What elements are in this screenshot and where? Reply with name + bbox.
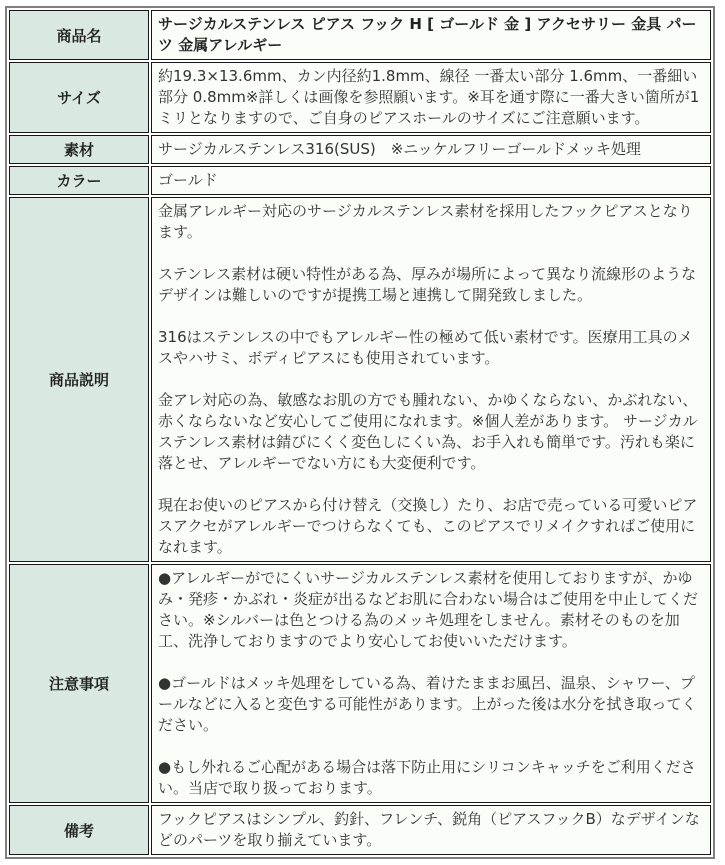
description-paragraph: 316はステンレスの中でもアレルギー性の極めて低い素材です。医療用工具のメスやハサミ、ボディピアスにも使用されています。 bbox=[158, 328, 693, 367]
product-name-text: サージカルステンレス ピアス フック H [ ゴールド 金 ] アクセサリー 金具 パーツ 金属アレルギー bbox=[158, 15, 697, 54]
row-label-color: カラー bbox=[9, 166, 149, 195]
precaution-paragraph: ●アレルギーがでにくいサージカルステンレス素材を使用しておりますが、かゆみ・発疹・かぶれ・炎症が出るなどお肌に合わない場合はご使用を中止してください。※シルバーは色とつける為のメッキ処理をしません。素材そのものを加工、洗浄しておりますのでより安心してお使いいただけます。 bbox=[158, 569, 699, 650]
product-spec-table bbox=[5, 6, 715, 859]
table-row-remarks bbox=[9, 805, 711, 855]
row-label-material: 素材 bbox=[9, 135, 149, 164]
table-row-material bbox=[9, 135, 711, 164]
table-row-product-name bbox=[9, 10, 711, 60]
row-label-precautions: 注意事項 bbox=[9, 564, 149, 803]
precaution-paragraph: ●もし外れるご心配がある場合は落下防止用にシリコンキャッチをご利用ください。当店で取り扱っております。 bbox=[158, 758, 696, 797]
description-paragraph: ステンレス素材は硬い特性がある為、厚みが場所によって異なり流線形のようなデザインは難しいのですが提携工場と連携して開発致しました。 bbox=[158, 265, 697, 304]
row-label-product-name: 商品名 bbox=[9, 10, 149, 60]
row-label-remarks: 備考 bbox=[9, 805, 149, 855]
table-row-description bbox=[9, 197, 711, 562]
row-value-product-name bbox=[151, 10, 711, 60]
table-row-precautions bbox=[9, 564, 711, 803]
remarks-text: フックピアスはシンプル、釣針、フレンチ、鋭角（ピアスフックB）なデザインなどのパーツを取り揃えています。 bbox=[158, 810, 700, 849]
row-value-color bbox=[151, 166, 711, 195]
row-value-size bbox=[151, 62, 711, 133]
row-value-remarks bbox=[151, 805, 711, 855]
description-paragraph: 現在お使いのピアスから付け替え（交換し）たり、お店で売っている可愛いピアスアクセがアレルギーでつけらなくても、このピアスでリメイクすればご使用になれます。 bbox=[158, 496, 698, 556]
precaution-paragraph: ●ゴールドはメッキ処理をしている為、着けたままお風呂、温泉、シャワー、プールなどに入ると変色する可能性があります。上がった後は水分を拭き取ってください。 bbox=[158, 674, 697, 734]
description-paragraph: 金属アレルギー対応のサージカルステンレス素材を採用したフックピアスとなります。 bbox=[158, 202, 693, 241]
row-value-precautions bbox=[151, 564, 711, 803]
row-label-description: 商品説明 bbox=[9, 197, 149, 562]
material-text: サージカルステンレス316(SUS) ※ニッケルフリーゴールドメッキ処理 bbox=[158, 140, 641, 158]
row-value-description bbox=[151, 197, 711, 562]
color-text: ゴールド bbox=[158, 171, 218, 189]
row-value-material bbox=[151, 135, 711, 164]
table-row-size bbox=[9, 62, 711, 133]
table-row-color bbox=[9, 166, 711, 195]
size-text: 約19.3×13.6mm、カン内径約1.8mm、線径 一番太い部分 1.6mm、一番細い部分 0.8mm※詳しくは画像を参照願います。※耳を通す際に一番大きい箇所が1ミリとなりますので、ご自身のピアスホールのサイズにご注意願います。 bbox=[158, 67, 700, 127]
row-label-size: サイズ bbox=[9, 62, 149, 133]
description-paragraph: 金アレ対応の為、敏感なお肌の方でも腫れない、かゆくならない、かぶれない、赤くならないなど安心してご使用になれます。※個人差があります。 サージカルステンレス素材は錆びにくく変色しにくい為、お手入れも簡単です。汚れも楽に落とせ、アレルギーでない方にも大変便利です。 bbox=[158, 391, 698, 472]
